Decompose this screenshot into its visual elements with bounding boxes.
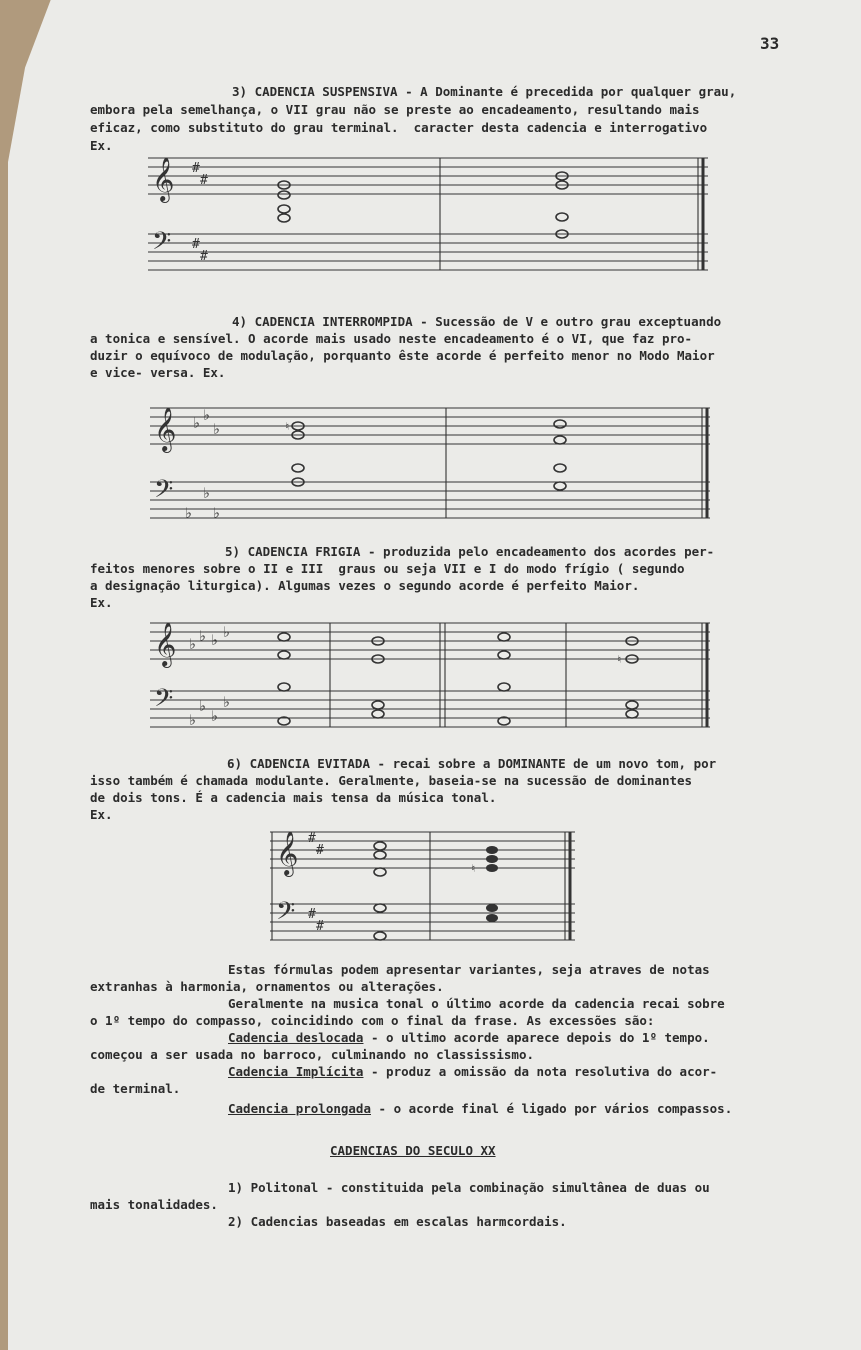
svg-text:♮: ♮ <box>616 653 623 666</box>
sec5-line1: 5) CADENCIA FRIGIA - produzida pelo encadeamento dos acordes per- <box>225 544 715 559</box>
svg-text:♮: ♮ <box>470 862 477 875</box>
svg-text:𝄞: 𝄞 <box>154 622 177 666</box>
closing-line3: Geralmente na musica tonal o último acorde da cadencia recai sobre <box>228 996 725 1011</box>
exception-term: Cadencia prolongada <box>228 1101 371 1116</box>
svg-text:♭: ♭ <box>192 414 202 432</box>
svg-text:#: # <box>192 237 200 252</box>
music-example-4 <box>270 820 580 948</box>
sec3-line3: eficaz, como substituto do grau terminal. caracter desta cadencia e interrogativo <box>90 120 708 135</box>
svg-text:♭: ♭ <box>188 635 198 653</box>
svg-text:♭: ♭ <box>188 711 198 729</box>
sec6-line2: isso também é chamada modulante. Geralmente, baseia-se na sucessão de dominantes <box>90 773 693 788</box>
svg-text:𝄢: 𝄢 <box>154 684 174 719</box>
sec5-line4: Ex. <box>90 595 113 610</box>
exception-term: Cadencia deslocada <box>228 1030 364 1045</box>
sec4-line1: 4) CADENCIA INTERROMPIDA - Sucessão de V e outro grau exceptuando <box>232 314 722 329</box>
sec6-line4: Ex. <box>90 807 113 822</box>
sec4-line3: duzir o equívoco de modulação, porquanto êste acorde é perfeito menor no Modo Maior <box>90 348 715 363</box>
svg-text:♭: ♭ <box>202 484 212 502</box>
section-heading-xx: CADENCIAS DO SECULO XX <box>330 1143 496 1158</box>
svg-text:♭: ♭ <box>198 627 208 645</box>
svg-text:𝄞: 𝄞 <box>276 831 299 875</box>
svg-text:𝄞: 𝄞 <box>152 157 175 201</box>
svg-text:#: # <box>200 173 208 188</box>
exception-text: de terminal. <box>90 1081 181 1096</box>
exception-term: Cadencia Implícita <box>228 1064 364 1079</box>
sec5-line3: a designação liturgica). Algumas vezes o segundo acorde é perfeito Maior. <box>90 578 640 593</box>
xx-line1: 1) Politonal - constituida pela combinação simultânea de duas ou <box>228 1180 710 1195</box>
svg-text:#: # <box>200 249 208 264</box>
svg-text:♭: ♭ <box>222 623 232 641</box>
exception-implicita <box>228 1064 717 1079</box>
svg-text:♭: ♭ <box>210 707 220 725</box>
svg-text:𝄢: 𝄢 <box>152 227 172 262</box>
svg-text:♭: ♭ <box>198 697 208 715</box>
closing-line1: Estas fórmulas podem apresentar variantes, seja atraves de notas <box>228 962 710 977</box>
svg-text:♭: ♭ <box>222 693 232 711</box>
svg-text:𝄞: 𝄞 <box>154 407 177 451</box>
sec3-line4: Ex. <box>90 138 113 153</box>
svg-text:♭: ♭ <box>210 631 220 649</box>
svg-text:♭: ♭ <box>212 504 222 522</box>
sec6-line1: 6) CADENCIA EVITADA - recai sobre a DOMINANTE de um novo tom, por <box>227 756 717 771</box>
svg-text:♮: ♮ <box>284 420 291 433</box>
music-example-1 <box>148 150 713 275</box>
exception-deslocada <box>228 1030 710 1045</box>
sec5-line2: feitos menores sobre o II e III graus ou seja VII e I do modo frígio ( segundo <box>90 561 685 576</box>
svg-text:#: # <box>192 161 200 176</box>
sec3-line2: embora pela semelhança, o VII grau não se preste ao encadeamento, resultando mais <box>90 102 700 117</box>
sec4-line2: a tonica e sensível. O acorde mais usado neste encadeamento é o VI, que faz pro- <box>90 331 693 346</box>
svg-text:#: # <box>308 831 316 846</box>
svg-text:#: # <box>308 907 316 922</box>
svg-text:𝄢: 𝄢 <box>154 475 174 510</box>
sec3-line1: 3) CADENCIA SUSPENSIVA - A Dominante é precedida por qualquer grau, <box>232 84 737 99</box>
closing-line2: extranhas à harmonia, ornamentos ou alterações. <box>90 979 444 994</box>
svg-text:#: # <box>316 919 324 934</box>
sec6-line3: de dois tons. É a cadencia mais tensa da música tonal. <box>90 790 497 805</box>
xx-line3: 2) Cadencias baseadas em escalas harmcordais. <box>228 1214 567 1229</box>
xx-line2: mais tonalidades. <box>90 1197 218 1212</box>
svg-text:#: # <box>316 843 324 858</box>
exception-implicita-cont <box>90 1081 180 1096</box>
exception-text: - o acorde final é ligado por vários compassos. <box>371 1101 733 1116</box>
music-example-2 <box>150 400 715 525</box>
exception-text: - o ultimo acorde aparece depois do 1º tempo. <box>363 1030 710 1045</box>
svg-text:♭: ♭ <box>184 504 194 522</box>
exception-text: começou a ser usada no barroco, culminando no classissismo. <box>90 1047 535 1062</box>
page-number: 33 <box>760 34 780 53</box>
svg-text:♭: ♭ <box>202 406 212 424</box>
exception-deslocada-cont <box>90 1047 534 1062</box>
closing-line4: o 1º tempo do compasso, coincidindo com o final da frase. As excessões são: <box>90 1013 655 1028</box>
sec4-line4: e vice- versa. Ex. <box>90 365 226 380</box>
svg-text:♭: ♭ <box>212 420 222 438</box>
music-example-3 <box>150 615 715 735</box>
exception-prolongada <box>228 1101 732 1116</box>
svg-text:𝄢: 𝄢 <box>276 897 296 932</box>
exception-text: - produz a omissão da nota resolutiva do acor- <box>363 1064 718 1079</box>
